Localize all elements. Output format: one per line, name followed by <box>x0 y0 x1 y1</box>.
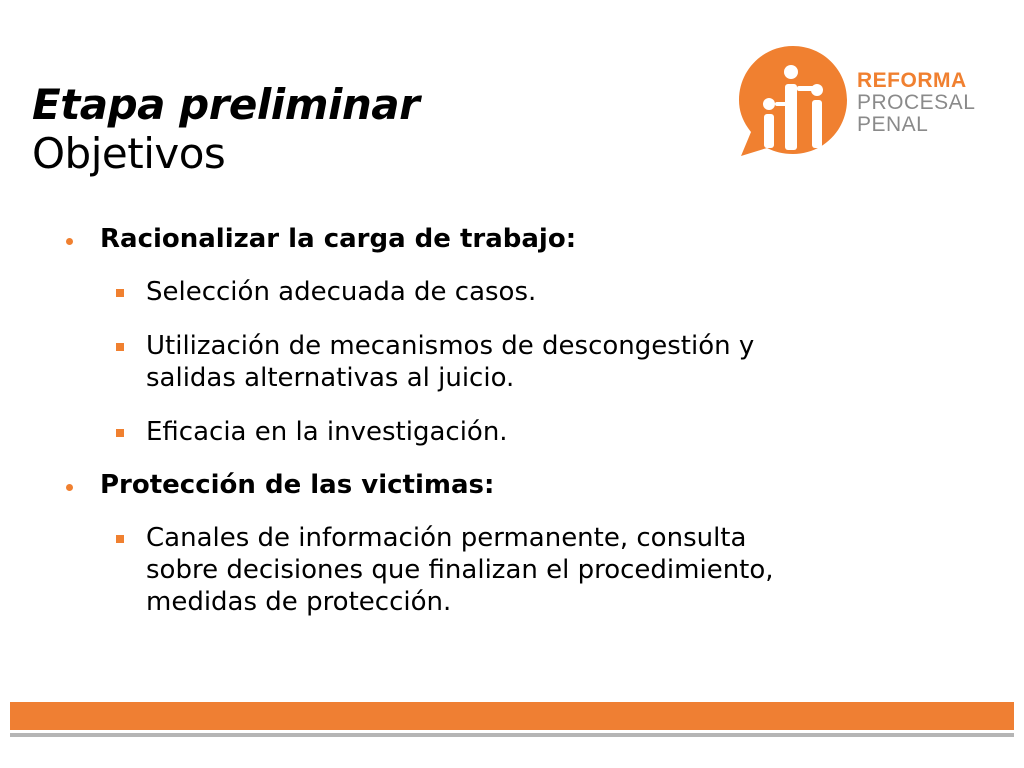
logo-line-penal: PENAL <box>857 113 929 136</box>
list-item <box>60 330 960 394</box>
footer-divider-line <box>10 733 1014 737</box>
slide-subtitle: Objetivos <box>32 129 226 178</box>
list-item-text: Eficacia en la investigación. <box>146 417 508 447</box>
round-bullet-icon <box>66 484 73 491</box>
title-block <box>32 80 419 178</box>
list-item-text: Selección adecuada de casos. <box>146 277 537 307</box>
section-heading-text: Racionalizar la carga de trabajo: <box>100 224 577 254</box>
logo-wordmark <box>857 70 975 136</box>
list-item-text: Utilización de mecanismos de descongestión y salidas alternativas al juicio. <box>146 331 755 393</box>
people-speech-bubble-icon <box>735 42 851 158</box>
round-bullet-icon <box>66 238 73 245</box>
square-bullet-icon <box>116 343 124 351</box>
square-bullet-icon <box>116 535 124 543</box>
section-heading <box>60 470 960 500</box>
reforma-procesal-penal-logo <box>735 42 995 158</box>
section-heading-text: Protección de las victimas: <box>100 470 495 500</box>
list-item <box>60 522 960 618</box>
footer-accent-bar <box>10 702 1014 730</box>
list-item-text: Canales de información permanente, consulta sobre decisiones que finalizan el procedimiento, medidas de protección. <box>146 523 774 617</box>
square-bullet-icon <box>116 289 124 297</box>
logo-line-reforma: REFORMA <box>857 69 967 92</box>
slide-title: Etapa preliminar <box>32 80 420 129</box>
list-item <box>60 276 960 308</box>
list-item <box>60 416 960 448</box>
section-heading <box>60 224 960 254</box>
square-bullet-icon <box>116 429 124 437</box>
slide-content <box>60 224 960 640</box>
logo-line-procesal: PROCESAL <box>857 91 976 114</box>
